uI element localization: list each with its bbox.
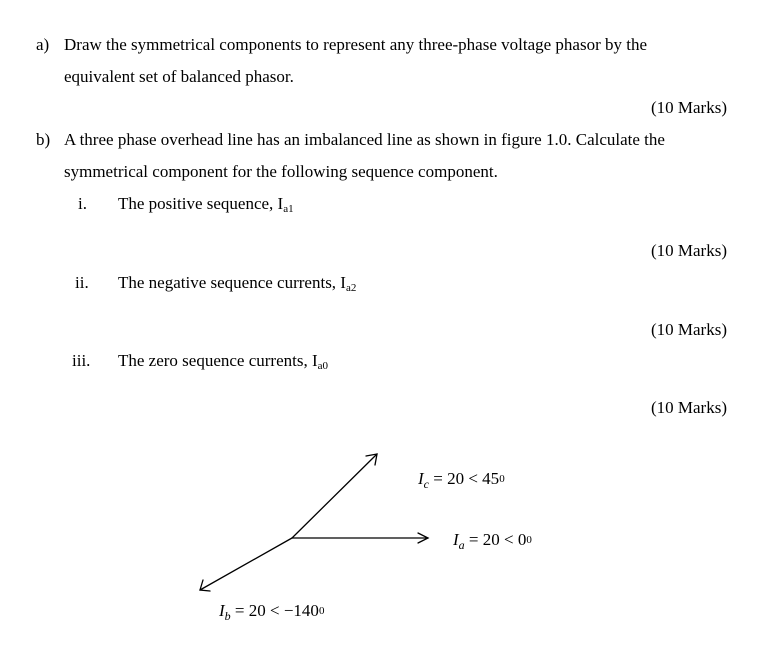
- phasor-ib-line: [200, 538, 292, 590]
- part-a-label: a): [36, 35, 50, 54]
- item-iii-subscript: a0: [317, 360, 329, 372]
- part-b-label: b): [36, 130, 51, 149]
- part-a-line1: Draw the symmetrical components to represent any three-phase voltage phasor by the: [64, 35, 647, 54]
- item-i-subscript: a1: [283, 203, 294, 215]
- item-ii-marks: (10 Marks): [650, 320, 727, 339]
- item-i-text: The positive sequence, Ia1: [118, 194, 294, 215]
- phasor-ic-label: $I_c = 20 < 45^0$: [418, 469, 505, 491]
- part-b-line2: symmetrical component for the following sequence component.: [64, 162, 498, 181]
- item-ii-subscript: a2: [345, 282, 357, 294]
- phasor-ib-label: $I_b = 20 < -140^0$: [219, 601, 325, 623]
- item-iii-numeral: iii.: [72, 351, 91, 370]
- phasor-ic-line: [292, 454, 377, 538]
- item-i-numeral: i.: [78, 194, 87, 213]
- part-a-marks: (10 Marks): [650, 98, 727, 117]
- part-a-line2: equivalent set of balanced phasor.: [64, 67, 294, 86]
- item-i-marks: (10 Marks): [650, 241, 727, 260]
- item-ii-numeral: ii.: [75, 273, 89, 292]
- phasor-ia-label: $I_a = 20 < 0^0$: [453, 530, 532, 552]
- item-iii-marks: (10 Marks): [650, 398, 727, 417]
- item-iii-text: The zero sequence currents, Ia0: [118, 351, 329, 372]
- part-b-line1: A three phase overhead line has an imbalanced line as shown in figure 1.0. Calculate the: [64, 130, 665, 149]
- item-ii-text: The negative sequence currents, Ia2: [118, 273, 357, 294]
